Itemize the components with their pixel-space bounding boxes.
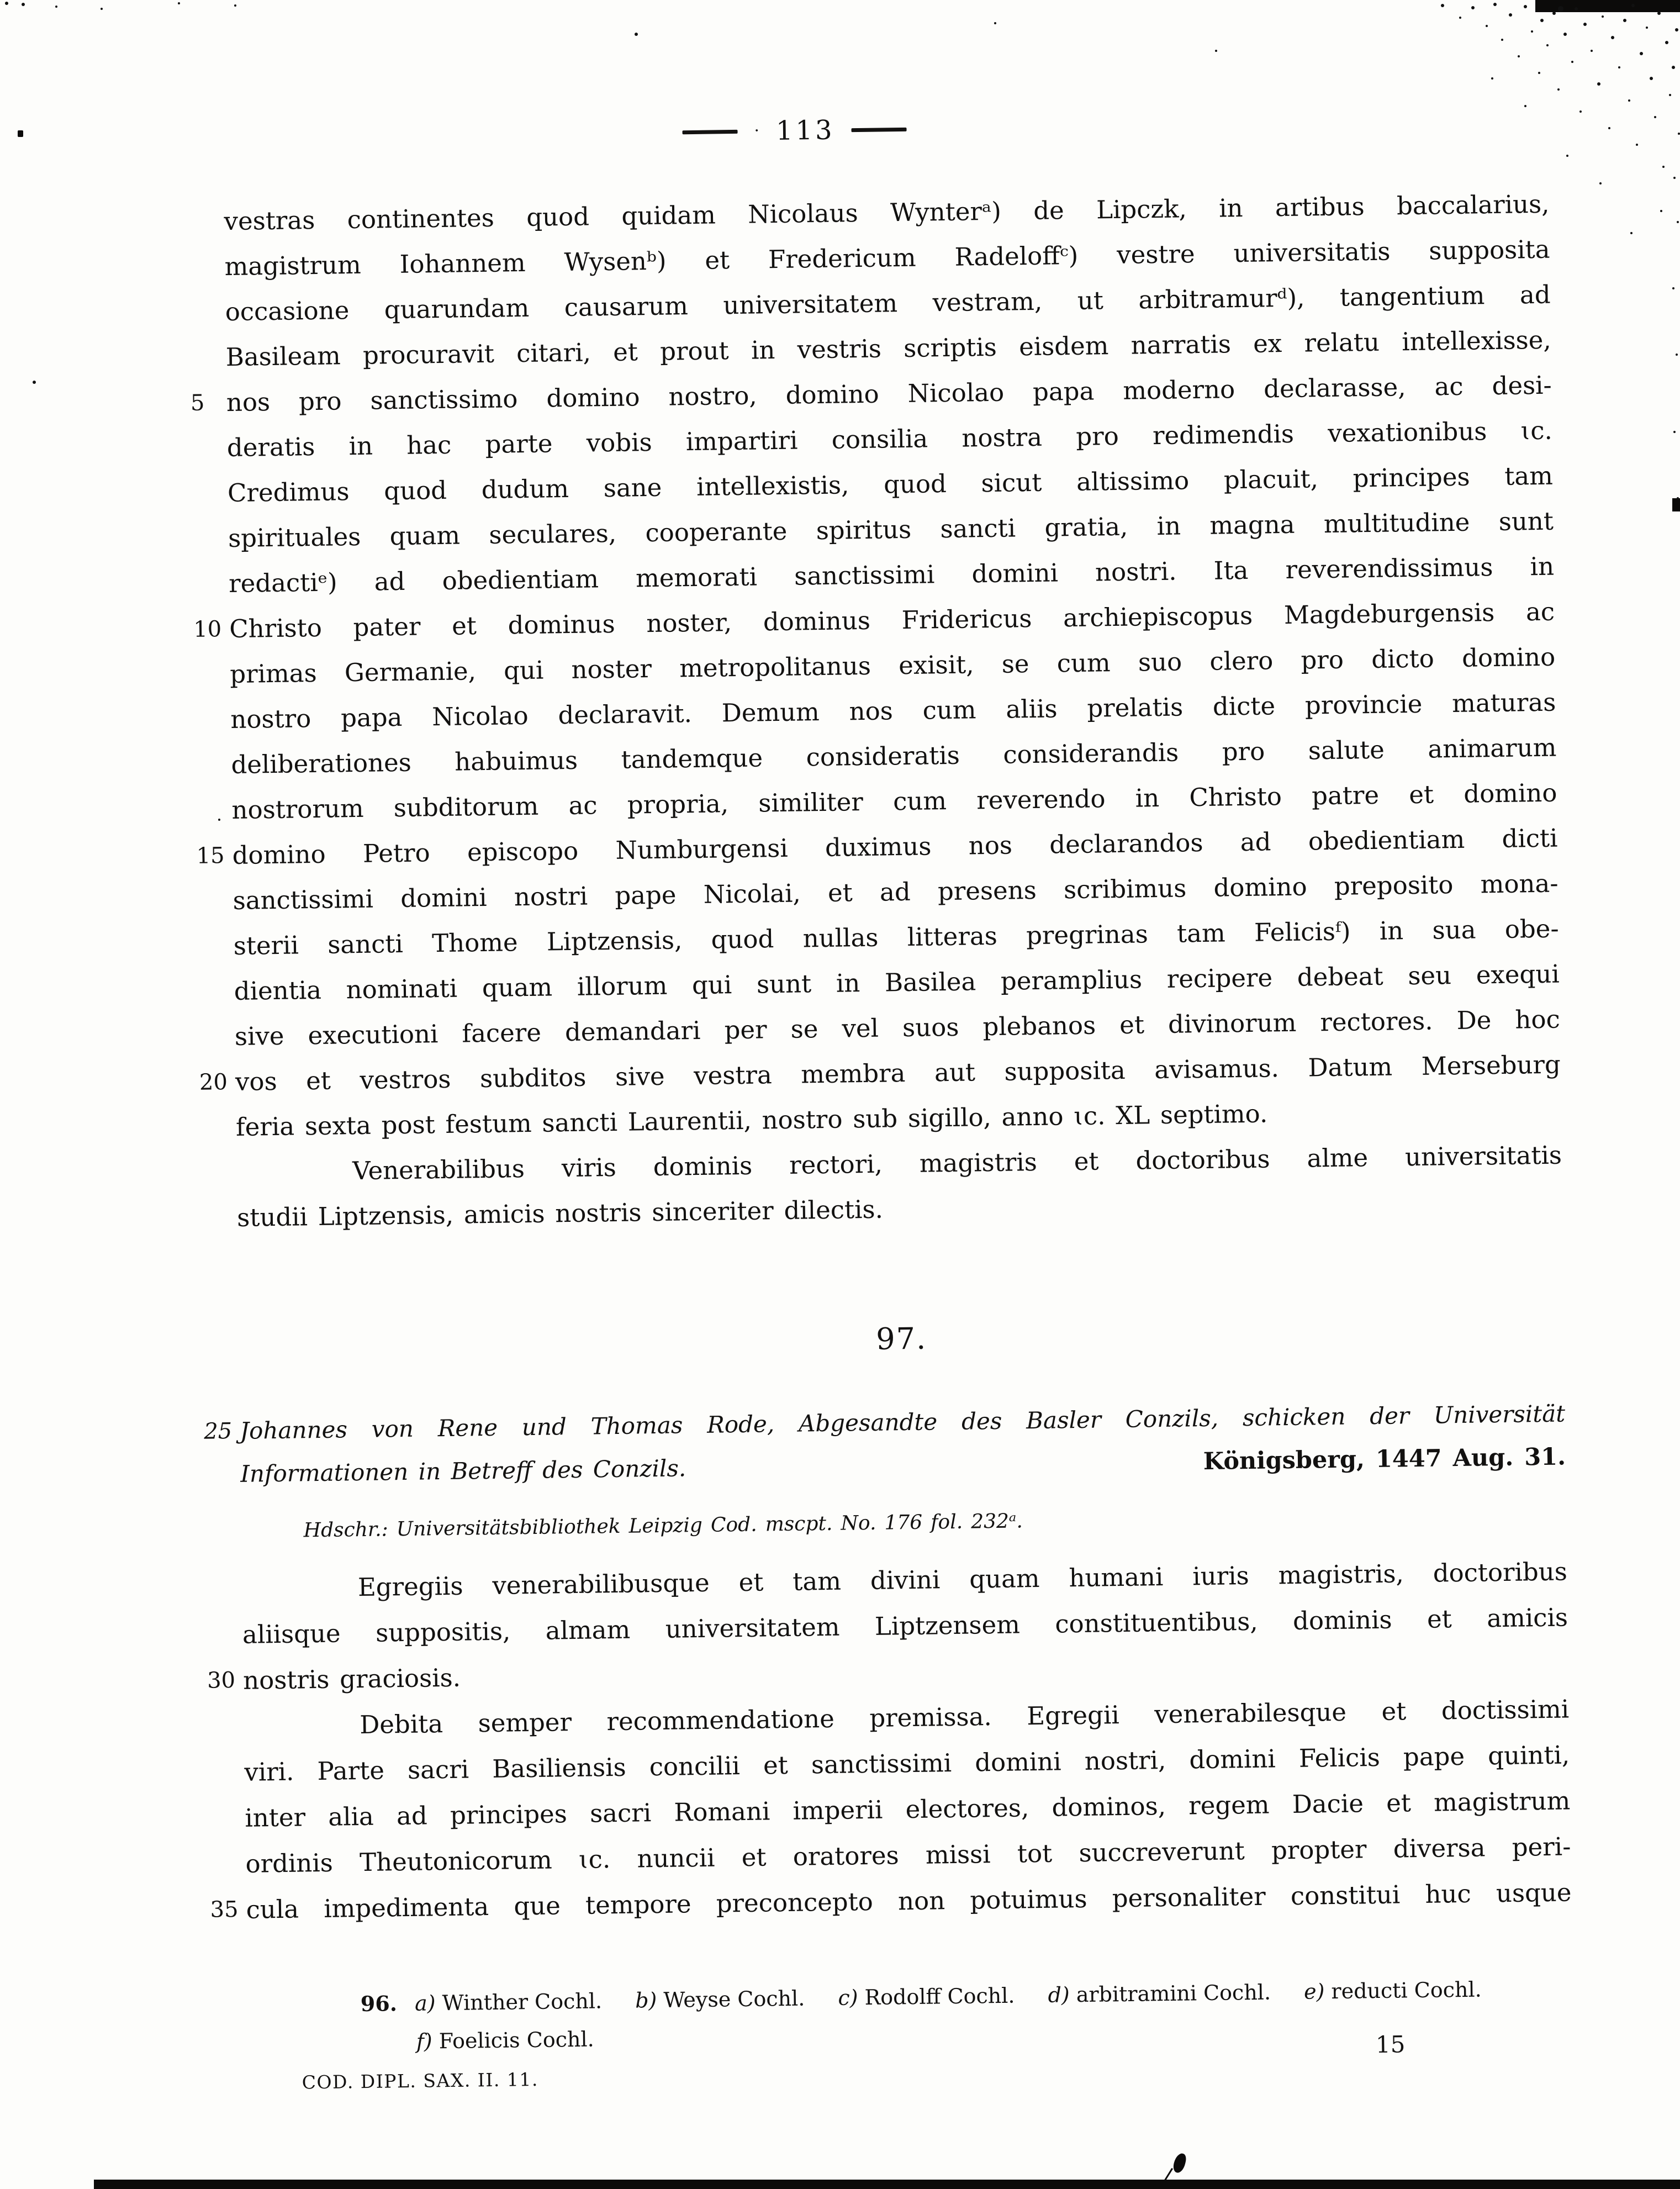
line-text: vos et vestros subditos sive vestra membra aut supposita avisamus. Datum Merseburg: [235, 1049, 1561, 1096]
line-text: nostrorum subditorum ac propria, similiter cum reverendo in Christo patre et domino: [231, 778, 1557, 825]
line-text: Basileam procuravit citari, et prout in vestris scriptis eisdem narratis ex relatu intellexisse,: [225, 325, 1551, 372]
line-text: sive executioni facere demandari per se vel suos plebanos et divinorum rectores. De hoc: [234, 1004, 1561, 1051]
footnote-text: Weyse Cochl.: [663, 1986, 805, 2012]
footnote-text: Winther Cochl.: [442, 1988, 603, 2016]
footnote-marker: f): [416, 2029, 432, 2054]
scan-noise-speckles: [0, 0, 2, 2]
footnote-marker: d): [1048, 1982, 1070, 2007]
regest-text: Informationen in Betreff des Conzils.: [240, 1454, 686, 1488]
margin-line-number: 15: [196, 843, 225, 869]
line-text: Egregiis venerabilibusque et tam divini quam humani iuris magistris, doctoribus: [357, 1557, 1568, 1602]
regest-text: Johannes von Rene und Thomas Rode, Abgesandte des Basler Conzils, schicken der Universität: [239, 1400, 1566, 1444]
footnote-row: [361, 1976, 1508, 2016]
line-text: Venerabilibus viris dominis rectori, magistris et doctoribus alme universitatis: [352, 1140, 1562, 1186]
line-text: inter alia ad principes sacri Romani imperii electores, dominos, regem Dacie et magistrum: [245, 1786, 1571, 1833]
line-text: sterii sancti Thome Liptzensis, quod nullas litteras pregrinas tam Felicisᶠ) in sua obe-: [233, 914, 1559, 961]
line-text: dientia nominati quam illorum qui sunt in Basilea peramplius recipere debeat seu exequi: [234, 959, 1560, 1006]
line-text: feria sexta post festum sancti Laurentii, nostro sub sigillo, anno ɩc. XL septimo.: [235, 1099, 1268, 1142]
sheet-signature-number: 15: [1375, 2030, 1406, 2059]
line-text: ordinis Theutonicorum ɩc. nuncii et oratores missi tot succreverunt propter diversa peri-: [245, 1832, 1571, 1879]
footnote-marker: b): [635, 1988, 657, 2013]
regest: [203, 1392, 1566, 1495]
line-text: viri. Parte sacri Basiliensis concilii et sanctissimi domini nostri, domini Felicis pape quinti,: [244, 1740, 1570, 1787]
scan-artifact-bottom-bar: [94, 2180, 1680, 2189]
line-text: cula impedimenta que tempore preconcepto non potuimus personaliter constitui huc usque: [246, 1877, 1572, 1924]
margin-line-number: 25: [203, 1418, 233, 1444]
footnote-text: Rodolff Cochl.: [864, 1983, 1015, 2010]
header-rule-left: [682, 129, 737, 134]
scan-artifact-top-right-bar: [1535, 0, 1680, 12]
header-dot: ·: [754, 121, 760, 141]
line-text: nostris graciosis.: [242, 1663, 461, 1695]
section-heading: 97.: [875, 1321, 927, 1357]
margin-line-number: 5: [190, 390, 205, 416]
document-96-text: [190, 182, 1562, 1241]
manuscript-source-note: Hdschr.: Universitätsbibliothek Leipzig Cod. mscpt. No. 176 fol. 232ᵃ.: [303, 1510, 1023, 1542]
margin-line-number: 20: [199, 1069, 228, 1095]
footnote-text: Foelicis Cochl.: [439, 2027, 594, 2054]
line-text: redactiᵉ) ad obedientiam memorati sanctissimi domini nostri. Ita reverendissimus in: [228, 551, 1555, 599]
footnote-text: arbitramini Cochl.: [1076, 1980, 1271, 2007]
series-signature: COD. DIPL. SAX. II. 11.: [302, 2068, 539, 2093]
regest-date: Königsberg, 1447 Aug. 31.: [1203, 1443, 1566, 1476]
line-text: studii Liptzensis, amicis nostris sinceriter dilectis.: [236, 1194, 884, 1232]
footnote-marker: e): [1303, 1979, 1325, 2004]
line-text: spirituales quam seculares, cooperante spiritus sancti gratia, in magna multitudine sunt: [228, 506, 1554, 553]
line-text: deliberationes habuimus tandemque consideratis considerandis pro salute animarum: [231, 732, 1557, 780]
line-text: Credimus quod dudum sane intellexistis, quod sicut altissimo placuit, principes tam: [227, 461, 1554, 508]
line-text: sanctissimi domini nostri pape Nicolai, et ad presens scribimus domino preposito mona-: [233, 868, 1559, 915]
line-text: aliisque suppositis, almam universitatem Liptzensem constituentibus, dominis et amicis: [242, 1602, 1568, 1649]
page-header: [645, 113, 944, 148]
margin-line-number: 30: [207, 1668, 236, 1694]
line-text: occasione quarundam causarum universitatem vestram, ut arbitramurᵈ), tangentium ad: [225, 279, 1551, 327]
line-text: Christo pater et dominus noster, dominus Fridericus archiepiscopus Magdeburgensis ac: [229, 597, 1555, 644]
line-text: primas Germanie, qui noster metropolitanus exisit, se cum suo clero pro dicto domino: [229, 642, 1556, 689]
line-text: magistrum Iohannem Wysenᵇ) et Fredericum Radeloffᶜ) vestre universitatis supposita: [224, 234, 1550, 282]
document-97-text: [207, 1548, 1572, 1932]
footnote-row: [416, 2027, 620, 2054]
line-text: nostro papa Nicolao declaravit. Demum nos cum aliis prelatis dicte provincie maturas: [230, 687, 1556, 735]
line-text: domino Petro episcopo Numburgensi duximus nos declarandos ad obedientiam dicti: [232, 823, 1558, 870]
margin-line-number: 10: [193, 616, 222, 642]
line-text: vestras continentes quod quidam Nicolaus Wynterᵃ) de Lipczk, in artibus baccalarius,: [224, 189, 1550, 236]
footnote-marker: a): [414, 1991, 436, 2016]
scan-artifact-right-edge: [1672, 498, 1680, 511]
line-text: Debita semper recommendatione premissa. Egregii venerabilesque et doctissimi: [359, 1694, 1570, 1740]
line-text: deratis in hac parte vobis impartiri consilia nostra pro redimendis vexationibus ɩc.: [226, 415, 1553, 463]
page-number: 113: [775, 114, 835, 146]
scan-artifact-left-mark: [18, 130, 23, 137]
line-text: nos pro sanctissimo domino nostro, domino Nicolao papa moderno declarasse, ac desi-: [226, 370, 1552, 418]
footnote-marker: c): [838, 1985, 858, 2010]
footnote-text: reducti Cochl.: [1331, 1977, 1482, 2004]
margin-line-number: 35: [210, 1897, 239, 1923]
footnote-label: 96.: [360, 1991, 398, 2017]
header-rule-right: [852, 127, 907, 131]
